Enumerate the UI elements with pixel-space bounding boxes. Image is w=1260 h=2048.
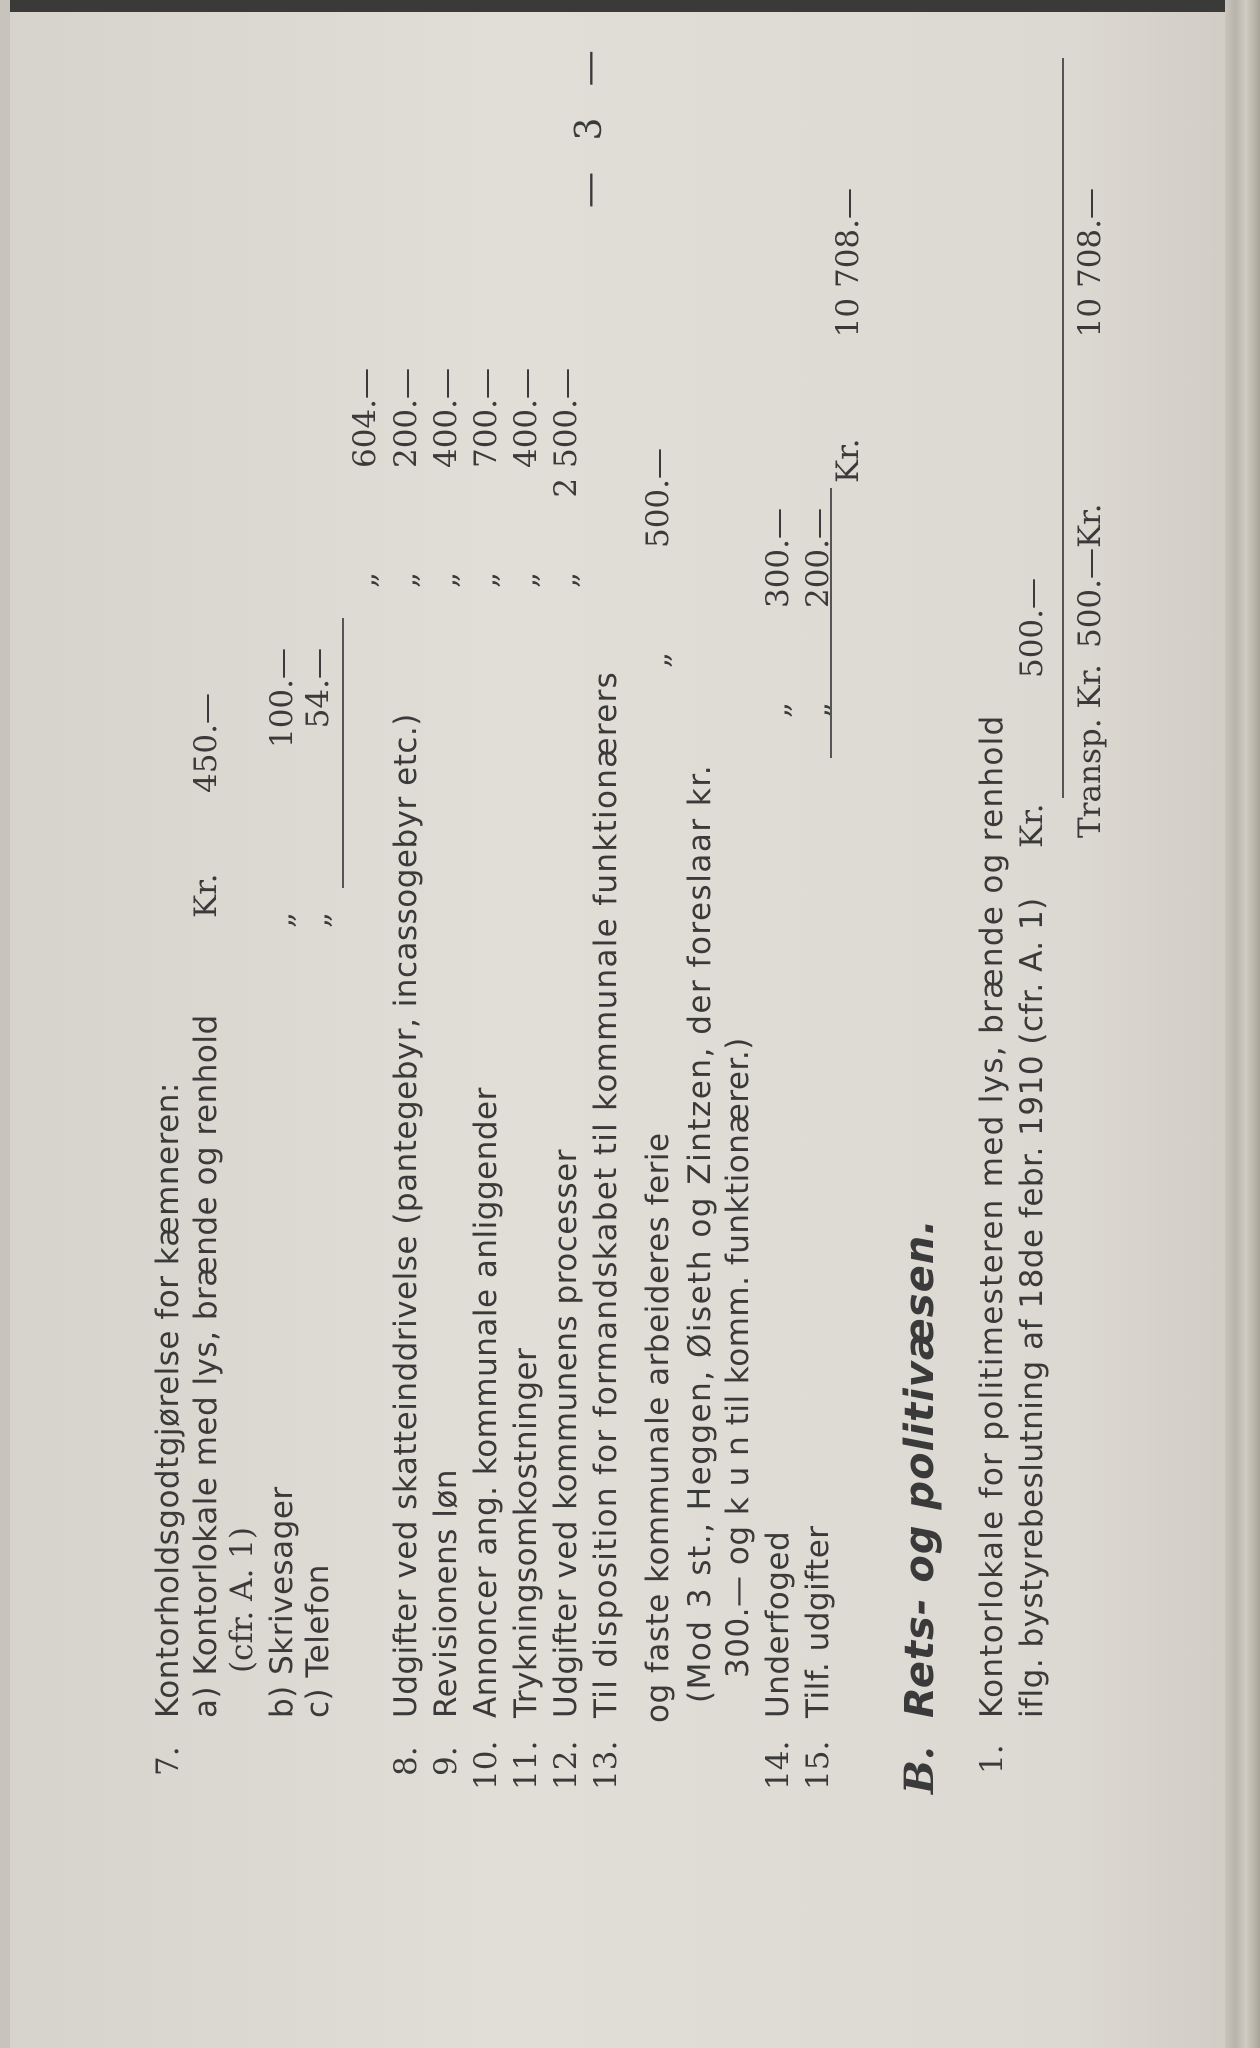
item-7c-ditto: „ (300, 911, 336, 928)
item-7-number: 7. (150, 1746, 186, 1776)
item-13-line1: Til disposition for formandskabet til kommunale funktionærers (588, 670, 624, 1718)
item-8-text: Udgifter ved skatteinddrivelse (pantegebyr, incassogebyr etc.) (388, 713, 424, 1718)
page-number: — 3 — (569, 40, 610, 208)
item-9-amount: 400.— (428, 368, 464, 469)
section-b-title: Rets- og politivæsen. (897, 1218, 943, 1718)
transport-currency: Kr. (1072, 503, 1108, 548)
item-7a-amount: 450.— (188, 693, 224, 794)
item-12-number: 12. (548, 1740, 584, 1790)
item-15-ditto: „ (800, 701, 836, 718)
item-13-note-line2: 300.— og k u n til komm. funktionærer.) (720, 1037, 756, 1678)
section-total-amount: 10 708.— (830, 188, 866, 338)
item-10-number: 10. (468, 1740, 504, 1790)
item-13-amount: 500.— (640, 448, 676, 549)
section-b-item-1-currency: Kr. (1014, 803, 1050, 848)
item-11-text: Trykningsomkostninger (508, 1347, 544, 1718)
item-14-number: 14. (760, 1740, 796, 1790)
item-7c-amount: 54.— (300, 648, 336, 729)
item-11-amount: 400.— (508, 368, 544, 469)
item-7-subtotal-rule (342, 618, 344, 888)
item-7a-text: a) Kontorlokale med lys, brænde og renhold (188, 1014, 224, 1718)
item-7b-ditto: „ (264, 911, 300, 928)
item-14-amount: 300.— (760, 508, 796, 609)
section-b-item-1-line2: iflg. bystyrebeslutning af 18de febr. 1910 (cfr. A. 1) (1014, 897, 1050, 1718)
item-9-ditto: „ (428, 571, 464, 588)
item-12-ditto: „ (548, 571, 584, 588)
item-7a-cfr: (cfr. A. 1) (224, 1527, 260, 1673)
item-10-amount: 700.— (468, 368, 504, 469)
item-15-number: 15. (800, 1740, 836, 1790)
item-11-ditto: „ (508, 571, 544, 588)
item-8-ditto: „ (388, 571, 424, 588)
transport-amount: 500.— (1072, 548, 1108, 649)
item-7-total: 604.— (347, 368, 383, 469)
item-10-ditto: „ (468, 571, 504, 588)
section-total-currency: Kr. (830, 438, 866, 483)
item-10-text: Annoncer ang. kommunale anliggender (468, 1087, 504, 1718)
item-14-text: Underfoged (760, 1530, 796, 1718)
section-b-item-1-amount: 500.— (1014, 578, 1050, 679)
section-b-item-1-number: 1. (974, 1744, 1010, 1774)
section-b-letter: B. (896, 1746, 943, 1794)
item-13-number: 13. (588, 1740, 624, 1790)
item-8-number: 8. (388, 1746, 424, 1776)
item-11-number: 11. (508, 1740, 544, 1790)
item-13-note-line1: (Mod 3 st., Heggen, Øiseth og Zintzen, der foreslaar kr. (682, 763, 718, 1703)
item-14-ditto: „ (760, 701, 796, 718)
item-15-text: Tilf. udgifter (800, 1525, 836, 1718)
item-9-number: 9. (428, 1746, 464, 1776)
item-7b-text: b) Skrivesager (264, 1486, 300, 1718)
item-12-text: Udgifter ved kommunens processer (548, 1149, 584, 1718)
transport-rule (1062, 58, 1064, 798)
item-7b-amount: 100.— (264, 648, 300, 749)
item-7a-currency: Kr. (188, 873, 224, 918)
item-7-title: Kontorholdsgodtgjørelse for kæmneren: (150, 1082, 186, 1718)
item-13-ditto: „ (640, 651, 676, 668)
item-15-amount: 200.— (800, 508, 836, 609)
item-13-line2: og faste kommunale arbeideres ferie (640, 1132, 676, 1723)
section-b-item-1-line1: Kontorlokale for politimesteren med lys, brænde og renhold (974, 714, 1010, 1718)
transport-total: 10 708.— (1072, 188, 1108, 338)
item-7-total-ditto: „ (347, 571, 383, 588)
item-8-amount: 200.— (388, 368, 424, 469)
item-7c-text: c) Telefon (300, 1564, 336, 1718)
item-12-amount: 2 500.— (548, 368, 584, 498)
item-9-text: Revisionens løn (428, 1468, 464, 1718)
transport-label: Transp. Kr. (1072, 664, 1108, 838)
section-total-rule (830, 488, 832, 758)
